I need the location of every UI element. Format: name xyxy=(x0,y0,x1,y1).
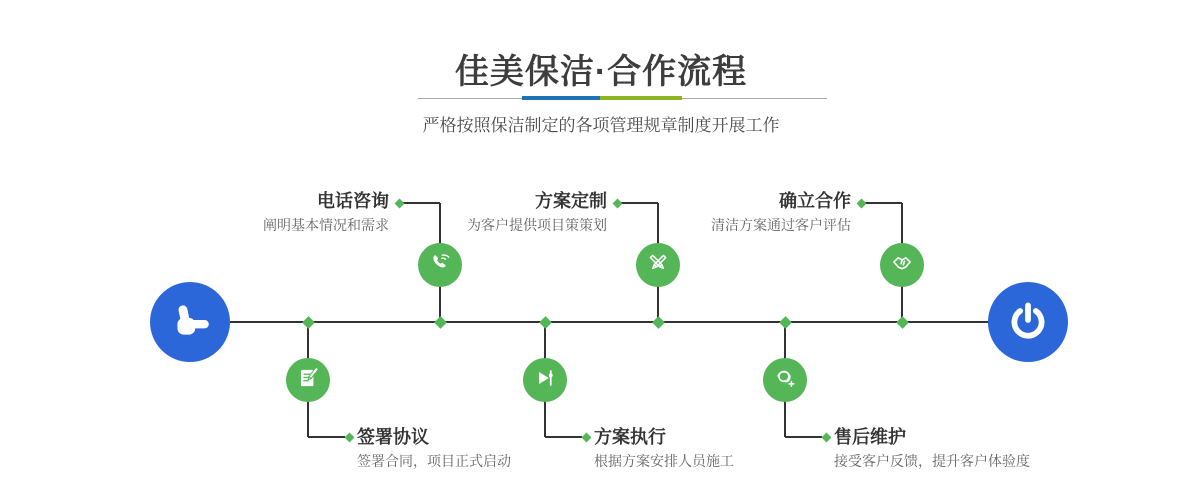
label-diamond xyxy=(344,432,354,442)
timeline-main-line xyxy=(230,321,988,323)
connector xyxy=(403,202,440,204)
step-desc: 为客户提供项目策策划 xyxy=(467,217,607,233)
step-circle-aftersale xyxy=(763,358,807,402)
step-circle-plan xyxy=(636,243,680,287)
step-desc: 接受客户反馈，提升客户体验度 xyxy=(834,453,1030,469)
step-desc: 阐明基本情况和需求 xyxy=(263,217,389,233)
title-divider-blue-segment xyxy=(522,96,600,100)
step-label-contract xyxy=(357,426,511,470)
step-desc: 清洁方案通过客户评估 xyxy=(711,217,851,233)
label-diamond xyxy=(612,198,622,208)
connector xyxy=(785,436,822,438)
connector xyxy=(865,202,902,204)
step-desc: 根据方案安排人员施工 xyxy=(594,453,734,469)
step-label-aftersale xyxy=(834,426,1030,470)
handshake-icon xyxy=(889,250,915,281)
play-adjust-icon xyxy=(532,365,558,396)
step-circle-phone xyxy=(418,243,462,287)
junction-diamond xyxy=(539,316,552,329)
timeline-start-node xyxy=(150,282,230,362)
junction-diamond xyxy=(652,316,665,329)
junction-diamond xyxy=(302,316,315,329)
title-divider-green-segment xyxy=(600,96,682,100)
connector xyxy=(621,202,658,204)
step-label-execute xyxy=(594,426,734,470)
step-title: 签署协议 xyxy=(357,427,429,447)
step-circle-contract xyxy=(286,358,330,402)
junction-diamond xyxy=(896,316,909,329)
junction-diamond xyxy=(779,316,792,329)
power-icon xyxy=(1005,297,1051,348)
connector xyxy=(545,436,582,438)
label-diamond xyxy=(856,198,866,208)
label-diamond xyxy=(581,432,591,442)
document-pen-icon xyxy=(295,365,321,396)
label-diamond xyxy=(394,198,404,208)
step-label-phone xyxy=(263,190,389,234)
step-title: 方案执行 xyxy=(594,427,666,447)
step-circle-cooperate xyxy=(880,243,924,287)
pointing-hand-icon xyxy=(167,297,213,348)
junction-diamond xyxy=(434,316,447,329)
step-circle-execute xyxy=(523,358,567,402)
step-title: 方案定制 xyxy=(535,191,607,211)
step-title: 确立合作 xyxy=(779,191,851,211)
step-title: 售后维护 xyxy=(834,427,906,447)
pencil-cross-icon xyxy=(645,250,671,281)
connector xyxy=(308,436,345,438)
page-subtitle: 严格按照保洁制定的各项管理规章制度开展工作 xyxy=(422,116,780,135)
step-label-plan xyxy=(467,190,607,234)
step-title: 电话咨询 xyxy=(317,191,389,211)
timeline-end-node xyxy=(988,282,1068,362)
phone-icon xyxy=(427,250,453,281)
customer-service-icon xyxy=(772,365,798,396)
step-desc: 签署合同，项目正式启动 xyxy=(357,453,511,469)
page-title: 佳美保洁·合作流程 xyxy=(454,53,748,91)
step-label-cooperate xyxy=(711,190,851,234)
label-diamond xyxy=(821,432,831,442)
